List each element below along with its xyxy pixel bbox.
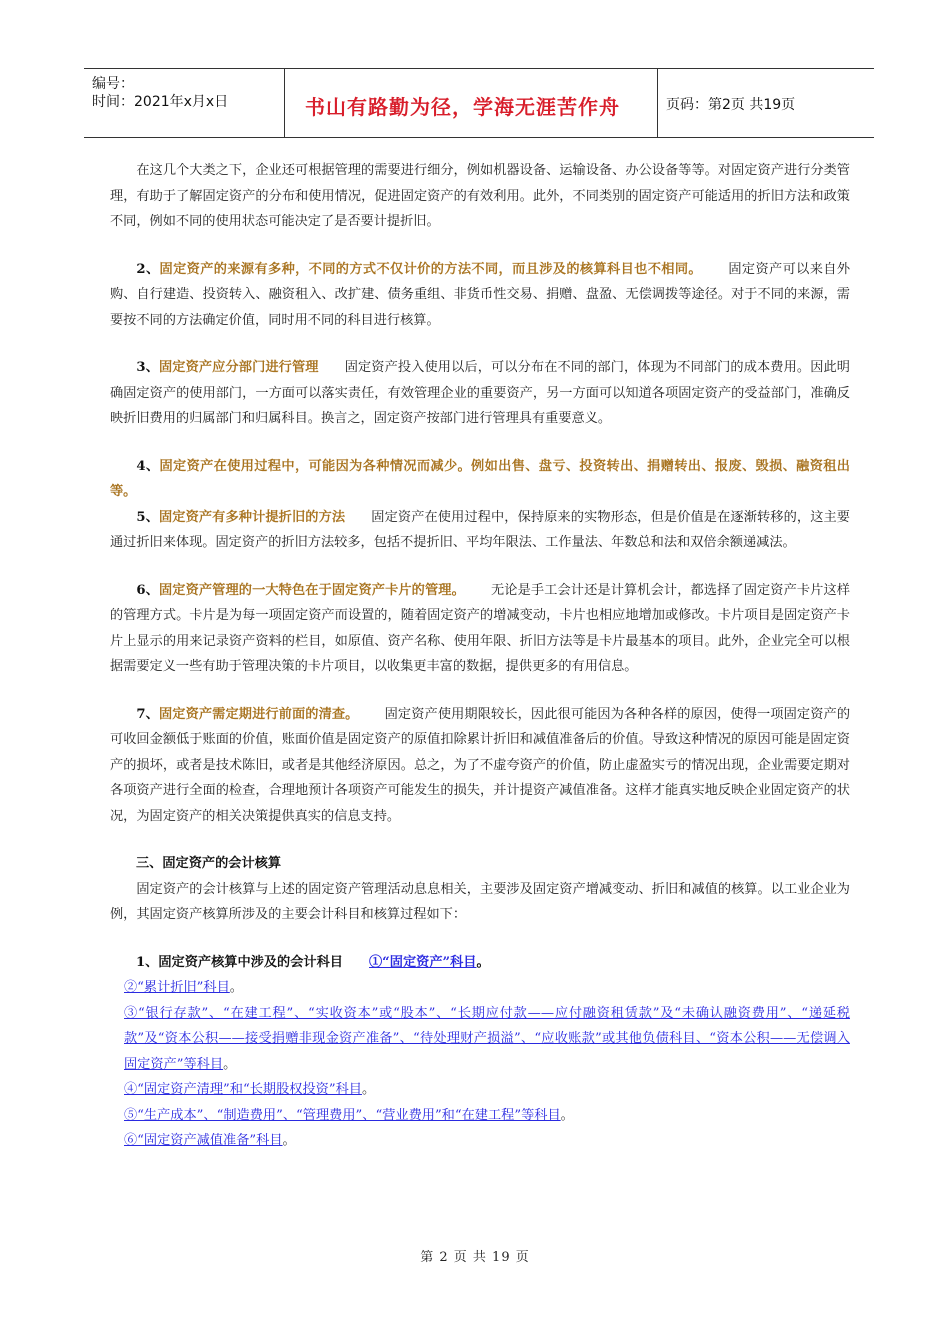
accounts-title-text: 1、固定资产核算中涉及的会计科目	[136, 954, 343, 970]
item-heading: 固定资产应分部门进行管理	[158, 360, 319, 375]
header-page-number: 页码：第2页 共19页	[666, 97, 796, 113]
section-3-intro: 固定资产的会计核算与上述的固定资产管理活动息息相关，主要涉及固定资产增减变动、折旧和减值的核算。以工业企业为例，其固定资产核算所涉及的主要会计科目和核算过程如下：	[110, 881, 850, 922]
paragraph-item-2	[110, 257, 850, 334]
paragraph-item-5	[110, 505, 850, 556]
item-heading: 固定资产的来源有多种，不同的方式不仅计价的方法不同，而且涉及的核算科目也不相同。	[159, 261, 702, 277]
item-body: 固定资产使用期限较长，因此很可能因为各种各样的原因，使得一项固定资产的可收回金额低于账面的价值，账面价值是固定资产的原值扣除累计折旧和减值准备后的价值。导致这种情况的原因可能是固定资产的损坏，或者是技术陈旧，或者是其他经济原因。总之，为了不虚夸资产的价值，防止虚盈实亏的情况出现，企业需要定期对各项资产进行全面的检查，合理地预计各项资产可能发生的损失，并计提资产减值准备。这样才能真实地反映企业固定资产的状况，为固定资产的相关决策提供真实的信息支持。	[110, 706, 851, 824]
paragraph-item-3	[110, 355, 850, 432]
punctuation: 。	[361, 1082, 376, 1097]
punctuation: 。	[229, 980, 243, 995]
item-number: 2、	[136, 261, 160, 277]
serial-label: 编号：	[92, 76, 134, 92]
paragraph-item-7	[110, 702, 850, 830]
account-link-cost-accounts[interactable]: ⑤“生产成本”、“制造费用”、“管理费用”、“营业费用”和“在建工程”等科目	[124, 1107, 561, 1123]
paragraph-intro: 在这几个大类之下，企业还可根据管理的需要进行细分，例如机器设备、运输设备、办公设备等等。对固定资产进行分类管理，有助于了解固定资产的分布和使用情况，促进固定资产的有效利用。此外，不同类别的固定资产可能适用的折旧方法和政策不同，例如不同的使用状态可能决定了是否要计提折旧。	[110, 163, 850, 229]
paragraph-item-4	[110, 454, 850, 505]
punctuation: 。	[476, 954, 490, 970]
account-link-related-accounts[interactable]: ③“银行存款”、“在建工程”、“实收资本”或“股本”、“长期应付款——应付融资租赁款”及“未确认融资费用”、“递延税款”及“资本公积——接受捐赠非现金资产准备”、“待处理财产损溢”、“应收账款”或其他负债科目、“资本公积——无偿调入固定资产”等科目	[124, 1005, 850, 1072]
item-body: 固定资产投入使用以后，可以分布在不同的部门，体现为不同部门的成本费用。因此明确固定资产的使用部门，一方面可以落实责任，有效管理企业的重要资产，另一方面可以知道各项固定资产的受益部门，准确反映折旧费用的归属部门和归属科目。换言之，固定资产按部门进行管理具有重要意义。	[110, 360, 850, 426]
punctuation: 。	[282, 1133, 296, 1148]
account-link-fixed-assets[interactable]: ①“固定资产”科目	[369, 954, 477, 970]
page-footer: 第 2 页 共 19 页	[420, 1250, 530, 1265]
header-motto-cell	[285, 69, 658, 137]
header-meta-cell	[84, 69, 285, 137]
account-line-5	[110, 1103, 850, 1129]
page-header	[84, 68, 874, 138]
account-line-2	[110, 975, 850, 1001]
account-line-6	[110, 1128, 850, 1154]
item-body: 无论是手工会计还是计算机会计，都选择了固定资产卡片这样的管理方式。卡片是为每一项固定资产而设置的，随着固定资产的增减变动，卡片也相应地增加或修改。卡片项目是固定资产卡片上显示的用来记录资产资料的栏目，如原值、资产名称、使用年限、折旧方法等是卡片最基本的项目。此外，企业完全可以根据需要定义一些有助于管理决策的卡片项目，以收集更丰富的数据，提供更多的有用信息。	[110, 582, 850, 674]
item-body: 固定资产可以来自外购、自行建造、投资转入、融资租入、改扩建、债务重组、非货币性交易、捐赠、盘盈、无偿调拨等途径。对于不同的来源，需要按不同的方法确定价值，同时用不同的科目进行核算。	[110, 261, 851, 328]
item-number: 4、	[136, 458, 160, 474]
item-heading: 固定资产在使用过程中，可能因为各种情况而减少。例如出售、盘亏、投资转出、捐赠转出、报废、毁损、融资租出等。	[110, 458, 850, 499]
document-body	[110, 158, 850, 1154]
item-number: 3、	[136, 360, 159, 375]
section-3-title: 三、固定资产的会计核算	[136, 856, 282, 871]
item-heading: 固定资产有多种计提折旧的方法	[158, 509, 346, 525]
account-line-3	[110, 1001, 850, 1078]
account-link-disposal[interactable]: ④“固定资产清理”和“长期股权投资”科目	[124, 1082, 362, 1097]
punctuation: 。	[560, 1107, 574, 1123]
item-heading: 固定资产管理的一大特色在于固定资产卡片的管理。	[158, 582, 465, 598]
item-number: 7、	[136, 706, 159, 722]
header-page-cell	[658, 69, 874, 137]
item-body: 固定资产在使用过程中，保持原来的实物形态，但是价值是在逐渐转移的，这主要通过折旧来体现。固定资产的折旧方法较多，包括不提折旧、平均年限法、工作量法、年数总和法和双倍余额递减法。	[110, 509, 850, 550]
item-number: 5、	[136, 509, 159, 525]
accounts-list-title	[110, 950, 850, 976]
item-heading: 固定资产需定期进行前面的清查。	[158, 706, 359, 722]
account-line-4	[110, 1077, 850, 1103]
motto-text: 书山有路勤为径，学海无涯苦作舟	[305, 95, 620, 119]
item-number: 6、	[136, 582, 159, 598]
paragraph-item-6	[110, 578, 850, 680]
account-link-accumulated-depreciation[interactable]: ②“累计折旧”科目	[124, 980, 230, 995]
account-link-impairment[interactable]: ⑥“固定资产减值准备”科目	[124, 1133, 283, 1148]
punctuation: 。	[223, 1056, 237, 1072]
time-label: 时间：2021年x月x日	[92, 94, 229, 110]
